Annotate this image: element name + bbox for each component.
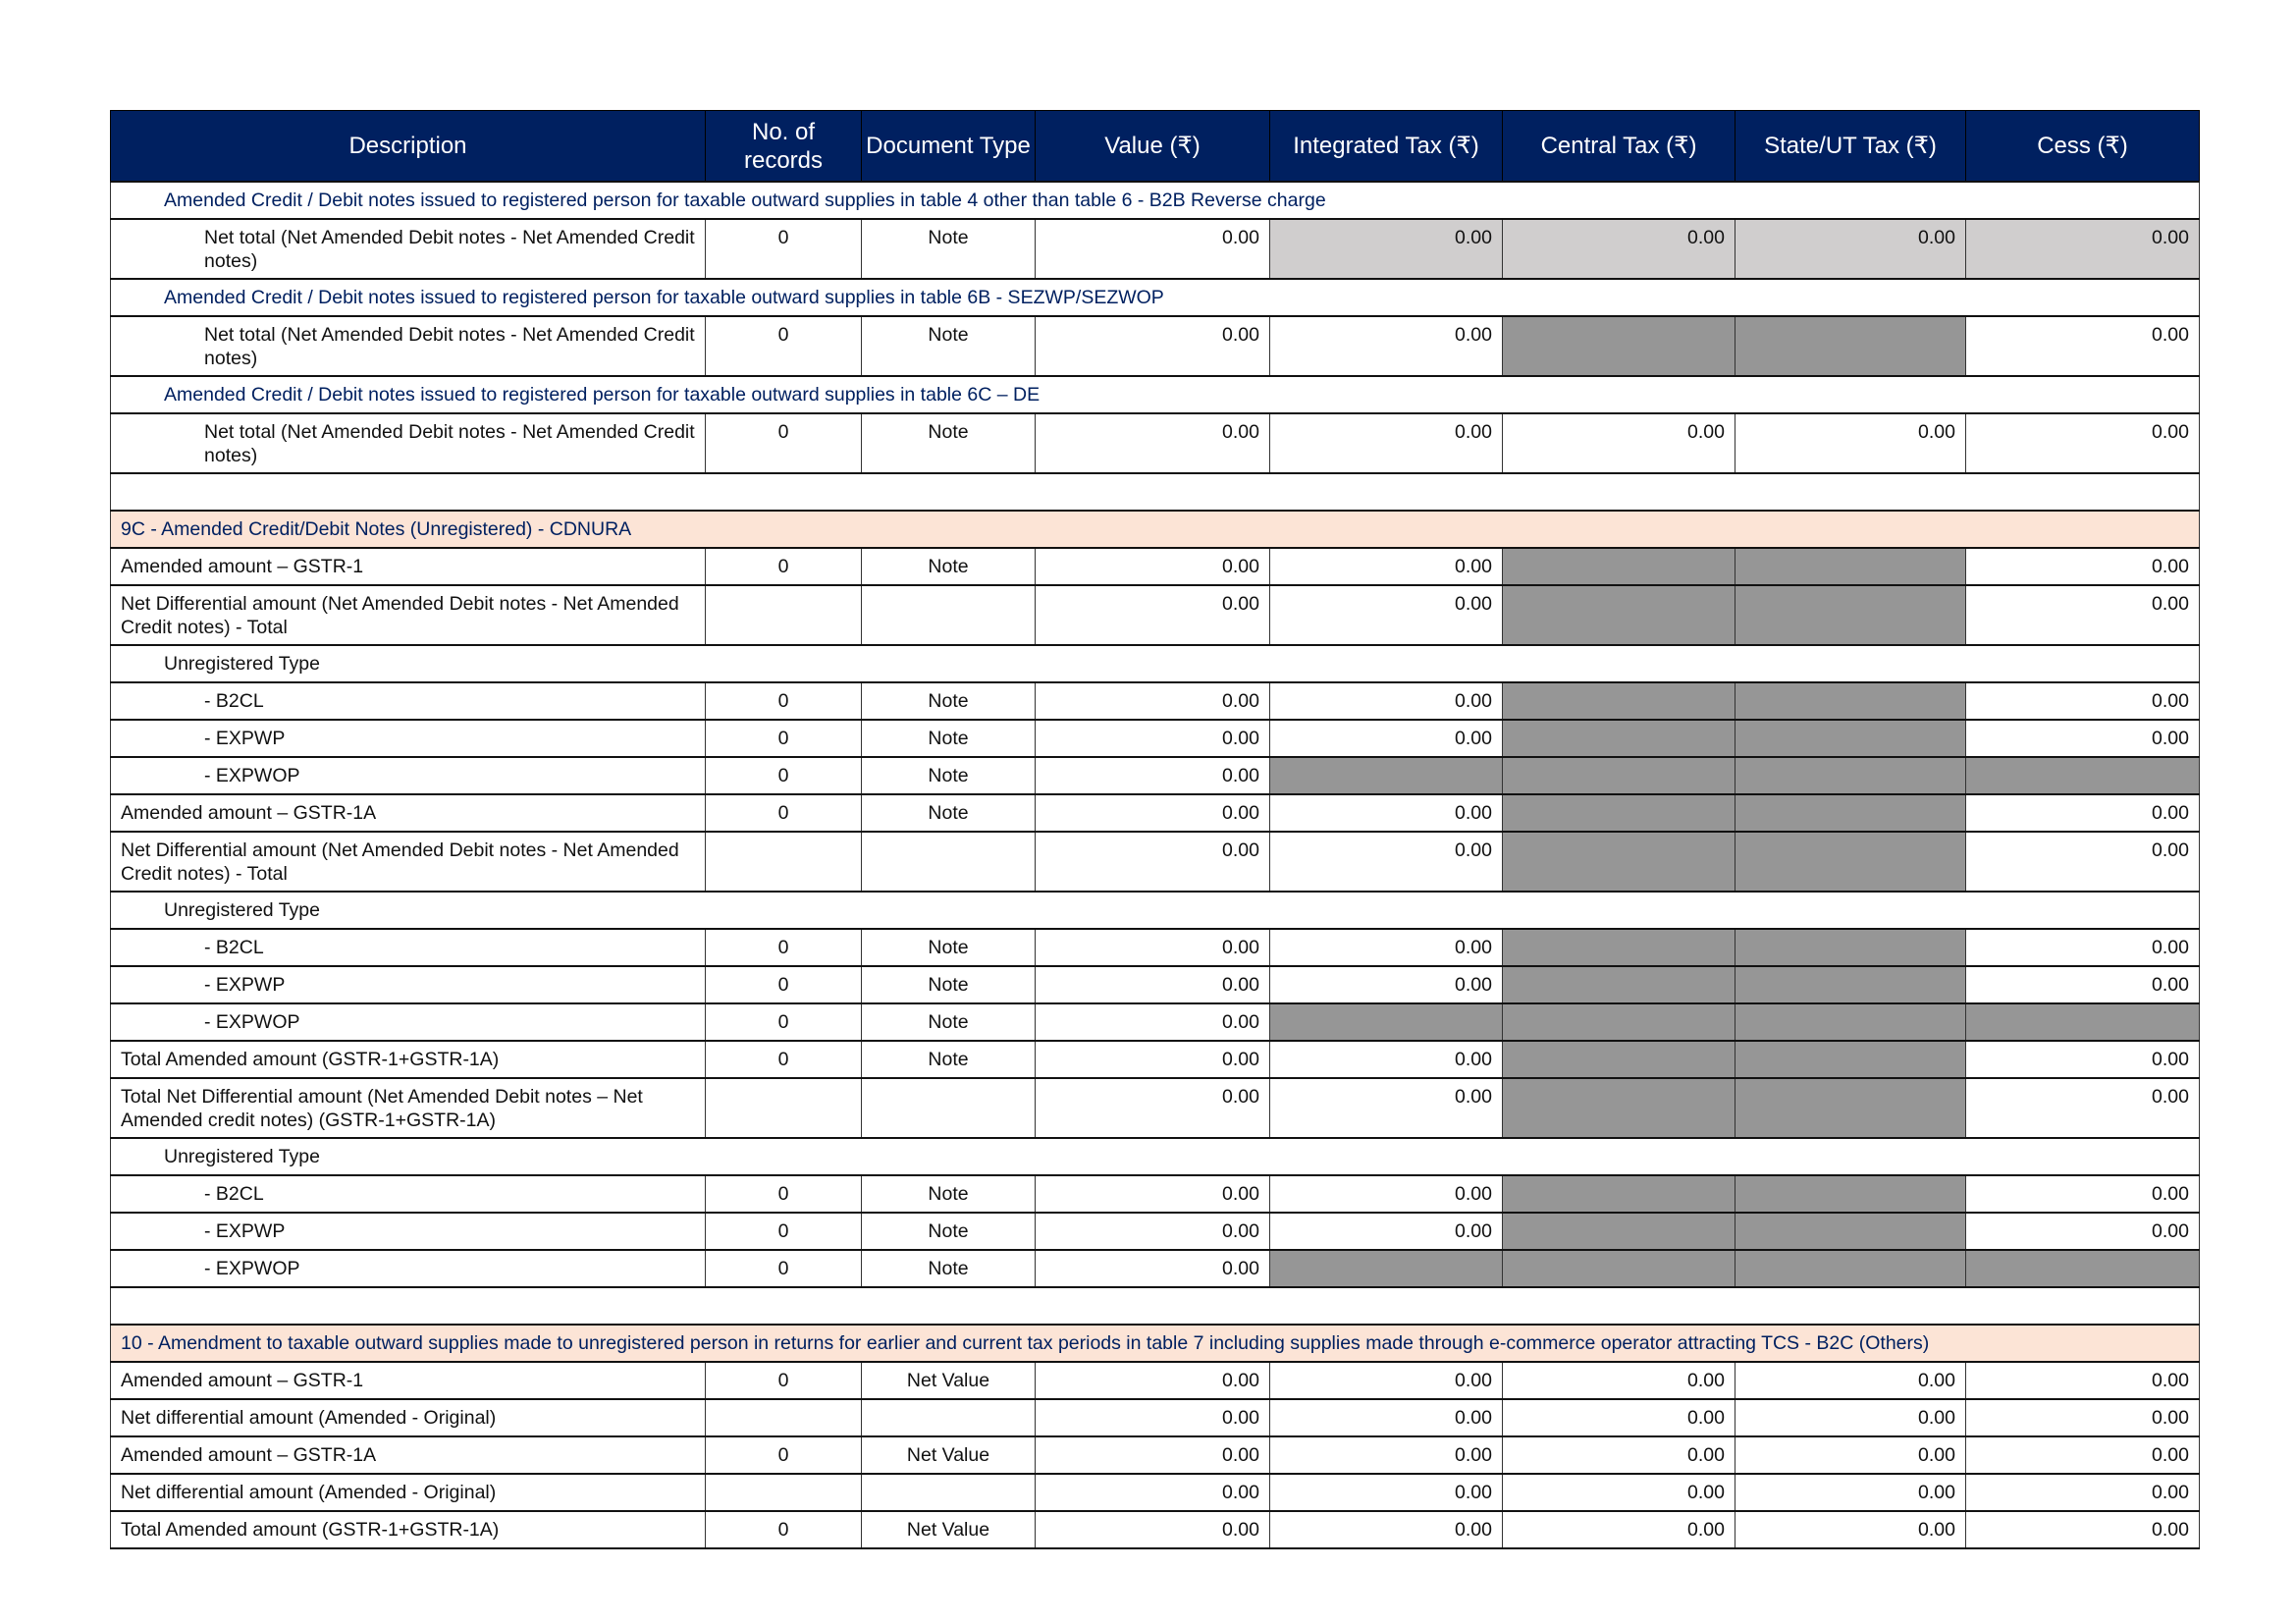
integrated-tax-cell: 0.00 [1270, 832, 1503, 892]
document-type-cell: Note [862, 316, 1036, 376]
integrated-tax-cell: 0.00 [1270, 413, 1503, 473]
value-cell: 0.00 [1036, 929, 1270, 966]
state-ut-tax-cell: 0.00 [1735, 219, 1966, 279]
document-type-cell: Note [862, 720, 1036, 757]
central-tax-cell [1503, 832, 1735, 892]
description-cell: Net differential amount (Amended - Original) [111, 1399, 706, 1436]
central-tax-cell: 0.00 [1503, 1362, 1735, 1399]
records-cell [706, 1399, 862, 1436]
table-row [111, 1213, 2200, 1250]
table-row [111, 1362, 2200, 1399]
central-tax-cell [1503, 1078, 1735, 1138]
value-cell: 0.00 [1036, 1399, 1270, 1436]
group-label: Unregistered Type [111, 892, 2200, 929]
description-cell: - EXPWOP [111, 1003, 706, 1041]
central-tax-cell: 0.00 [1503, 413, 1735, 473]
state-ut-tax-cell [1735, 1175, 1966, 1213]
table-row [111, 682, 2200, 720]
subsection-header-row [111, 376, 2200, 413]
integrated-tax-cell: 0.00 [1270, 1213, 1503, 1250]
group-label-row [111, 645, 2200, 682]
state-ut-tax-cell [1735, 966, 1966, 1003]
integrated-tax-cell: 0.00 [1270, 219, 1503, 279]
state-ut-tax-cell [1735, 1003, 1966, 1041]
document-type-cell [862, 1399, 1036, 1436]
value-cell: 0.00 [1036, 1511, 1270, 1548]
subsection-title: Amended Credit / Debit notes issued to registered person for taxable outward supplies in table 4 other than table 6 - B2B Reverse charge [111, 182, 2200, 219]
description-cell: Amended amount – GSTR-1 [111, 548, 706, 585]
integrated-tax-cell: 0.00 [1270, 1511, 1503, 1548]
cess-cell: 0.00 [1966, 413, 2200, 473]
document-type-cell: Net Value [862, 1511, 1036, 1548]
cess-cell: 0.00 [1966, 316, 2200, 376]
records-cell: 0 [706, 1436, 862, 1474]
integrated-tax-cell: 0.00 [1270, 966, 1503, 1003]
cess-cell: 0.00 [1966, 1362, 2200, 1399]
state-ut-tax-cell [1735, 1041, 1966, 1078]
document-type-cell: Note [862, 1213, 1036, 1250]
value-cell: 0.00 [1036, 316, 1270, 376]
table-row [111, 585, 2200, 645]
integrated-tax-cell: 0.00 [1270, 1078, 1503, 1138]
cess-cell: 0.00 [1966, 1175, 2200, 1213]
table-row [111, 548, 2200, 585]
section-title: 10 - Amendment to taxable outward supplies made to unregistered person in returns for earlier and current tax periods in table 7 including supplies made through e-commerce operator attracting TCS - B2C (Others) [111, 1325, 2200, 1362]
value-cell: 0.00 [1036, 966, 1270, 1003]
value-cell: 0.00 [1036, 585, 1270, 645]
cess-cell: 0.00 [1966, 1436, 2200, 1474]
section-title: 9C - Amended Credit/Debit Notes (Unregistered) - CDNURA [111, 511, 2200, 548]
spacer-cell [111, 1287, 2200, 1325]
table-row [111, 1474, 2200, 1511]
cess-cell: 0.00 [1966, 1474, 2200, 1511]
subsection-title: Amended Credit / Debit notes issued to registered person for taxable outward supplies in table 6B - SEZWP/SEZWOP [111, 279, 2200, 316]
integrated-tax-cell: 0.00 [1270, 682, 1503, 720]
description-cell: Total Amended amount (GSTR-1+GSTR-1A) [111, 1511, 706, 1548]
value-cell: 0.00 [1036, 548, 1270, 585]
records-cell: 0 [706, 219, 862, 279]
table-body [111, 182, 2200, 1548]
description-cell: Net Differential amount (Net Amended Debit notes - Net Amended Credit notes) - Total [111, 585, 706, 645]
document-type-cell [862, 1078, 1036, 1138]
table-row [111, 219, 2200, 279]
document-type-cell: Note [862, 1250, 1036, 1287]
cess-cell: 0.00 [1966, 1078, 2200, 1138]
records-cell [706, 1078, 862, 1138]
description-cell: - EXPWP [111, 966, 706, 1003]
cess-cell [1966, 757, 2200, 794]
table-row [111, 757, 2200, 794]
cess-cell: 0.00 [1966, 219, 2200, 279]
description-cell: Total Amended amount (GSTR-1+GSTR-1A) [111, 1041, 706, 1078]
cess-cell: 0.00 [1966, 548, 2200, 585]
table-row [111, 1436, 2200, 1474]
table-row [111, 929, 2200, 966]
document-type-cell: Net Value [862, 1362, 1036, 1399]
document-type-cell: Note [862, 1175, 1036, 1213]
state-ut-tax-cell [1735, 794, 1966, 832]
document-type-cell: Note [862, 757, 1036, 794]
integrated-tax-cell: 0.00 [1270, 1362, 1503, 1399]
description-cell: Net total (Net Amended Debit notes - Net Amended Credit notes) [111, 219, 706, 279]
central-tax-cell [1503, 966, 1735, 1003]
description-cell: Net Differential amount (Net Amended Debit notes - Net Amended Credit notes) - Total [111, 832, 706, 892]
integrated-tax-cell: 0.00 [1270, 1399, 1503, 1436]
document-type-cell: Note [862, 794, 1036, 832]
table-header [111, 111, 2200, 183]
description-cell: - B2CL [111, 929, 706, 966]
value-cell: 0.00 [1036, 1474, 1270, 1511]
value-cell: 0.00 [1036, 413, 1270, 473]
cess-cell: 0.00 [1966, 794, 2200, 832]
state-ut-tax-cell: 0.00 [1735, 1362, 1966, 1399]
document-type-cell [862, 832, 1036, 892]
subsection-header-row [111, 182, 2200, 219]
state-ut-tax-cell: 0.00 [1735, 413, 1966, 473]
description-cell: Amended amount – GSTR-1A [111, 1436, 706, 1474]
column-header-document-type: Document Type [862, 111, 1036, 183]
cess-cell: 0.00 [1966, 682, 2200, 720]
state-ut-tax-cell [1735, 682, 1966, 720]
central-tax-cell [1503, 682, 1735, 720]
central-tax-cell: 0.00 [1503, 219, 1735, 279]
state-ut-tax-cell [1735, 757, 1966, 794]
spacer-cell [111, 473, 2200, 511]
value-cell: 0.00 [1036, 1436, 1270, 1474]
spacer-row [111, 1287, 2200, 1325]
cess-cell: 0.00 [1966, 929, 2200, 966]
table-row [111, 1003, 2200, 1041]
records-cell: 0 [706, 548, 862, 585]
state-ut-tax-cell [1735, 929, 1966, 966]
state-ut-tax-cell: 0.00 [1735, 1474, 1966, 1511]
document-type-cell: Note [862, 966, 1036, 1003]
value-cell: 0.00 [1036, 1003, 1270, 1041]
integrated-tax-cell: 0.00 [1270, 1436, 1503, 1474]
state-ut-tax-cell [1735, 832, 1966, 892]
value-cell: 0.00 [1036, 1175, 1270, 1213]
value-cell: 0.00 [1036, 1041, 1270, 1078]
cess-cell: 0.00 [1966, 585, 2200, 645]
cess-cell: 0.00 [1966, 1041, 2200, 1078]
integrated-tax-cell: 0.00 [1270, 929, 1503, 966]
description-cell: Total Net Differential amount (Net Amended Debit notes – Net Amended credit notes) (GSTR-1+GSTR-1A) [111, 1078, 706, 1138]
cess-cell [1966, 1250, 2200, 1287]
central-tax-cell: 0.00 [1503, 1399, 1735, 1436]
document-type-cell: Note [862, 1003, 1036, 1041]
value-cell: 0.00 [1036, 682, 1270, 720]
central-tax-cell [1503, 1041, 1735, 1078]
description-cell: - B2CL [111, 682, 706, 720]
records-cell: 0 [706, 1362, 862, 1399]
state-ut-tax-cell [1735, 316, 1966, 376]
spacer-row [111, 473, 2200, 511]
gstr-amendments-table [110, 110, 2200, 1549]
central-tax-cell [1503, 1250, 1735, 1287]
document-type-cell: Note [862, 1041, 1036, 1078]
cess-cell [1966, 1003, 2200, 1041]
integrated-tax-cell: 0.00 [1270, 1175, 1503, 1213]
description-cell: Amended amount – GSTR-1A [111, 794, 706, 832]
description-cell: - EXPWOP [111, 1250, 706, 1287]
state-ut-tax-cell [1735, 1078, 1966, 1138]
records-cell: 0 [706, 682, 862, 720]
table-row [111, 1511, 2200, 1548]
column-header-central-tax: Central Tax (₹) [1503, 111, 1735, 183]
records-cell: 0 [706, 966, 862, 1003]
table-row [111, 1041, 2200, 1078]
column-header-state-ut-tax: State/UT Tax (₹) [1735, 111, 1966, 183]
central-tax-cell [1503, 929, 1735, 966]
state-ut-tax-cell [1735, 720, 1966, 757]
group-label-row [111, 1138, 2200, 1175]
state-ut-tax-cell [1735, 1213, 1966, 1250]
central-tax-cell: 0.00 [1503, 1511, 1735, 1548]
column-header-description: Description [111, 111, 706, 183]
description-cell: - EXPWP [111, 1213, 706, 1250]
value-cell: 0.00 [1036, 219, 1270, 279]
records-cell: 0 [706, 720, 862, 757]
central-tax-cell [1503, 757, 1735, 794]
records-cell [706, 832, 862, 892]
column-header-records: No. of records [706, 111, 862, 183]
integrated-tax-cell: 0.00 [1270, 720, 1503, 757]
description-cell: Net differential amount (Amended - Original) [111, 1474, 706, 1511]
document-type-cell [862, 1474, 1036, 1511]
document-type-cell: Note [862, 548, 1036, 585]
table-row [111, 1250, 2200, 1287]
central-tax-cell [1503, 316, 1735, 376]
description-cell: - EXPWP [111, 720, 706, 757]
integrated-tax-cell [1270, 757, 1503, 794]
records-cell: 0 [706, 413, 862, 473]
central-tax-cell [1503, 1003, 1735, 1041]
subsection-title: Amended Credit / Debit notes issued to registered person for taxable outward supplies in table 6C – DE [111, 376, 2200, 413]
records-cell: 0 [706, 929, 862, 966]
description-cell: Net total (Net Amended Debit notes - Net Amended Credit notes) [111, 316, 706, 376]
central-tax-cell [1503, 1213, 1735, 1250]
table-row [111, 1175, 2200, 1213]
central-tax-cell: 0.00 [1503, 1436, 1735, 1474]
integrated-tax-cell: 0.00 [1270, 316, 1503, 376]
table-row [111, 832, 2200, 892]
table-row [111, 1078, 2200, 1138]
central-tax-cell [1503, 794, 1735, 832]
cess-cell: 0.00 [1966, 966, 2200, 1003]
section-header-row [111, 1325, 2200, 1362]
integrated-tax-cell [1270, 1003, 1503, 1041]
records-cell [706, 585, 862, 645]
cess-cell: 0.00 [1966, 832, 2200, 892]
document-type-cell: Net Value [862, 1436, 1036, 1474]
integrated-tax-cell: 0.00 [1270, 585, 1503, 645]
cess-cell: 0.00 [1966, 1213, 2200, 1250]
group-label: Unregistered Type [111, 1138, 2200, 1175]
cess-cell: 0.00 [1966, 1511, 2200, 1548]
table-row [111, 1399, 2200, 1436]
central-tax-cell: 0.00 [1503, 1474, 1735, 1511]
value-cell: 0.00 [1036, 832, 1270, 892]
central-tax-cell [1503, 720, 1735, 757]
document-type-cell: Note [862, 413, 1036, 473]
value-cell: 0.00 [1036, 1362, 1270, 1399]
document-type-cell: Note [862, 929, 1036, 966]
cess-cell: 0.00 [1966, 720, 2200, 757]
table-row [111, 720, 2200, 757]
records-cell: 0 [706, 1003, 862, 1041]
records-cell [706, 1474, 862, 1511]
records-cell: 0 [706, 757, 862, 794]
state-ut-tax-cell: 0.00 [1735, 1399, 1966, 1436]
cess-cell: 0.00 [1966, 1399, 2200, 1436]
table-row [111, 966, 2200, 1003]
records-cell: 0 [706, 1250, 862, 1287]
state-ut-tax-cell: 0.00 [1735, 1511, 1966, 1548]
state-ut-tax-cell [1735, 548, 1966, 585]
value-cell: 0.00 [1036, 720, 1270, 757]
description-cell: - EXPWOP [111, 757, 706, 794]
group-label-row [111, 892, 2200, 929]
records-cell: 0 [706, 1511, 862, 1548]
integrated-tax-cell: 0.00 [1270, 1041, 1503, 1078]
central-tax-cell [1503, 585, 1735, 645]
central-tax-cell [1503, 1175, 1735, 1213]
column-header-cess: Cess (₹) [1966, 111, 2200, 183]
document-type-cell: Note [862, 219, 1036, 279]
table-row [111, 316, 2200, 376]
description-cell: Amended amount – GSTR-1 [111, 1362, 706, 1399]
group-label: Unregistered Type [111, 645, 2200, 682]
table-row [111, 794, 2200, 832]
records-cell: 0 [706, 794, 862, 832]
integrated-tax-cell: 0.00 [1270, 548, 1503, 585]
integrated-tax-cell: 0.00 [1270, 794, 1503, 832]
records-cell: 0 [706, 1175, 862, 1213]
value-cell: 0.00 [1036, 1078, 1270, 1138]
table-row [111, 413, 2200, 473]
records-cell: 0 [706, 1213, 862, 1250]
records-cell: 0 [706, 316, 862, 376]
description-cell: Net total (Net Amended Debit notes - Net Amended Credit notes) [111, 413, 706, 473]
central-tax-cell [1503, 548, 1735, 585]
value-cell: 0.00 [1036, 1250, 1270, 1287]
section-header-row [111, 511, 2200, 548]
description-cell: - B2CL [111, 1175, 706, 1213]
value-cell: 0.00 [1036, 794, 1270, 832]
integrated-tax-cell [1270, 1250, 1503, 1287]
document-type-cell [862, 585, 1036, 645]
value-cell: 0.00 [1036, 757, 1270, 794]
subsection-header-row [111, 279, 2200, 316]
column-header-value: Value (₹) [1036, 111, 1270, 183]
state-ut-tax-cell [1735, 585, 1966, 645]
state-ut-tax-cell [1735, 1250, 1966, 1287]
document-type-cell: Note [862, 682, 1036, 720]
value-cell: 0.00 [1036, 1213, 1270, 1250]
records-cell: 0 [706, 1041, 862, 1078]
integrated-tax-cell: 0.00 [1270, 1474, 1503, 1511]
state-ut-tax-cell: 0.00 [1735, 1436, 1966, 1474]
column-header-integrated-tax: Integrated Tax (₹) [1270, 111, 1503, 183]
